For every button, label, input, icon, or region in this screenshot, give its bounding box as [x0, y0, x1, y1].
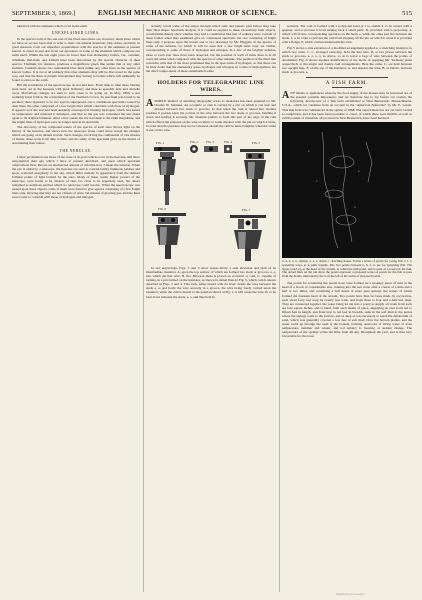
article-separator: [306, 77, 388, 78]
figure-6-double-cam: [152, 213, 186, 259]
article-paragraph: But the revelations of the spectroscope do not end here. From time to time more blazing stars burst out in the heavens with great brilliancy and then as speedily fade and dwindle away. Marvellous changes are seen to such cases to be going on. In May, 1866, a star suddenly burst forth in the constellation of the Northern Crown. Its spectrum was found to be peculiar; there appeared to be two spectra superposed, one a continuous spectrum crossed by dark lines, the other composed of a few bright lines which coincided with those of hydrogen. It appears as if the star had been suddenly enveloped in burning hydrogen, which had raised its temperature and rendered it luminous, and that as the gas was consumed the star faded again to its original faintness. After a few weeks the star had sunk to the ninth magnitude, and the bright lines of hydrogen were no longer seen in its spectrum.: [12, 83, 140, 124]
figure-label: FIG. 1: [156, 140, 164, 145]
article-separator: [170, 76, 252, 77]
fish-farm-plan-drawing: [282, 122, 412, 258]
column-1: [12, 24, 140, 592]
digitisation-credit: Digitised by Google: [336, 592, 365, 596]
svg-text:x: x: [308, 148, 310, 153]
column-divider: [279, 24, 280, 592]
figure-label: FIG. 2: [190, 139, 198, 144]
article-paragraph: identical with the elements which occur in the earth.: [17, 24, 88, 28]
section-heading: UNEXPLAINED LINES.: [51, 31, 101, 36]
figure-label: FIG. 6: [158, 206, 166, 211]
article-paragraph: securely. The cam is formed with a polygonal head at c to enable it to be turned with a spanner, and to prevent it from turning back a small plate, D, provided with a projection, d, which will fit into corresponding apertures on the head, e, while the other part fits between the studs, a, a. In order to prevent the cam from slipping off the pin on which it turns it is provided with a flange, F, which catches underneath the wire.: [282, 24, 412, 45]
svg-text:x: x: [358, 168, 360, 173]
article-paragraph: actually watch some of the stages through which suns and planets pass before they take their final shape. Spectrum analysis, if it could be applied to these excessively faint objects, would imme-diately show whether they had a constitution like that of ordinary stars. Certain of these bodies when thus examined give no continuous spectrum, but one consisting of bright lines only. I propose upon the screen one or two drawings by Mr. Huggins of the spectra of some of the nebulae, by which it will be seen that a few bright lines only are visible, corresponding to some of those of hydrogen and nitrogen. In a few of the brighter nebulae, three or even four lines have been observed, but the position of each of these lines is in all cases the same when compared with the spectra of other nebulae. The position of the third line coincides with that of the most prominent line in the spec-trum of hydrogen, so that there can be little doubt that the elementary gases, hydrogen and nitrogen, in a state of high ignition, are the chief compo-nents of these remarkable bodies.: [146, 24, 276, 73]
article-separator: [190, 95, 232, 96]
column-divider: [143, 24, 144, 592]
svg-text:x: x: [316, 178, 318, 183]
header-date: SEPTEMBER 3, 1869.]: [12, 10, 76, 17]
figure-label: FIG. 3: [206, 139, 214, 144]
article-paragraph: The discovery of the compound nature of the spectra of such stars throws light on the history of the heavens, and shows how the telescope alone could never reveal the changes which are going on in distant worlds. Such changes, involving the combustion of vast masses of matter, must occur from time to time, and the study of the spectrum gives us the means of ascertaining their nature.: [12, 125, 140, 146]
fish-farm-plan-plate: [282, 122, 412, 258]
column-3: [282, 24, 412, 592]
figure-label: FIG. 4: [224, 139, 232, 144]
drop-cap: A: [146, 97, 154, 109]
page-header: [12, 8, 412, 20]
article-text: NY means or appliances whereby the food supply of the masses may be increased are of the greatest possible importance, and we therefore beg to lay before our readers the following descrip-tion of a fish farm established at West Barnstable, Massachusetts, U.S.A., which we condense from an account in the "American Naturalist" by Mr. E. Lenter. This fish farm was commenced in the spring of 1868. The experi-ment has not yet been carried to completion, and it has been found possible to count, of which there were 60,000, as well as 2,000 pounds of whitefish, all procured in New Brunswick, have been hatched.: [282, 91, 412, 120]
article-paragraph: In our engravings, Figs. 1 and 3 show respec-tively a side elevation and plan of an intermediate insulator. A, upon the top surface of which are formed two studs or grooves, a, a, into which the line wire, B, fits. Between these is placed an eccentric or cam, C, capable of turning on a pin formed on the insulator, as shown in dotted lines in Fig. 3, which cam is shewn detached in Figs. 2 and 4. This cam, when turned with its lever, bends the wire between the studs a, a, and holds the wire securely in a groove, the wire being freely carried upon the insulator; when the cam is turned to the position shown at Fig. 1, it will cause the wire, B, to be bent down between the studs, a, a, and thus held in: [146, 266, 276, 299]
figure-1-insulator: [154, 147, 180, 205]
header-rule: [12, 20, 412, 21]
figure-caption: x, x, x, x, x, springs. a, a, a, drains. c, hatching house. Forms a series of ponds for young fish. f, f, f, spawning ways. k, k, pink troughs. The two ponds between n, h, n, h, are for spawning fish. The larger pond, Q, at the head of the stream, is called the mill pond, and is used as a reservoir for fish. The dotted lines on the run show the ponds represent a proposed series of ponds for the fish to pass from the drains, indicated by the x on the left of the series of proposed ponds.: [282, 258, 412, 279]
section-heading: THE NEBULAE.: [59, 148, 93, 153]
svg-text:x: x: [354, 204, 356, 209]
article-text: SIMPLE method of attaching telegraphic wires to insulators has been patented by Mr. Charles W. Siemens. An eccentric or cam is carried by a pin on which it can turn and situated between two studs or grooves, so that when the cam is turned into another position it presses upon the portion of the wire between the two studs or grooves, bending it down and holding it securely. Mr. Siemens prefers to form this part of the edge of the cam which effects the pressure on the wire eccentric to some distance with the pin on which it turns, in order that the pressure may not be released, should the cam be turned slightly when the strain is put on the wire.: [146, 99, 276, 132]
article-paragraph: [146, 99, 276, 132]
newspaper-page: [12, 8, 412, 592]
article-paragraph: I must yet mention one more of the class of ob-jects which occur in the heavens, still more enig-matical than any which I have at present described, and upon which spectrum observations have thrown an unexpected amount of informa-tion. I mean the nebulae. When the eye is aided by a telescope, the heavens are seen to contain faintly luminous patches and spots, scattered irregularly in the sky, which differ entirely in appearance from the defined brilliant points of light formed by the stars. Many of these, under higher powers of the telescope, were found to be clusters of stars too close to be separately seen, but others remained as nebulous patches which no telescope could resolve. When the spectroscope was turned upon these objects, some of them were found to give spectra consisting of a few bright lines only, showing that they are not clusters of stars, but masses of glowing gas, and the lines were found to coincide with those of hydrogen and nitrogen.: [12, 154, 140, 200]
page-number: 515: [402, 10, 412, 17]
article-headline: A FISH FARM.: [325, 80, 369, 87]
article-headline: HOLDERS FOR TELEGRAPHIC LINE WIRES.: [157, 79, 265, 93]
figure-label: FIG. 5: [252, 140, 260, 145]
article-paragraph: Fig. 5 shows a side elevation of a modified arrangement applied to a stretching insulator, in which two cams, C, C, arranged vertically, hold the line wire, B, at two places between the studs or grooves, a, a, a, a, as above, so as to leave a loop of wire between the points of attachment. Fig. 6 shows another modification of the mode of applying Mr. Siemens' plans respectively to the single and double cam arrangements. Here the cams, C, are held between two upright lugs, F, on the top of the insulator. A, and depress the wire, B, as before, between studs or grooves, a.: [282, 45, 412, 75]
insulator-engraving: [146, 135, 276, 263]
figure-5-stretching-insulator: [240, 149, 270, 199]
figure-4-cam-detail: [224, 145, 232, 153]
figure-2-cam: [190, 145, 198, 153]
article-paragraph: In the spectra both of the sun and of the fixed stars there are, however, many lines which we have as yet not been able to refer to their con-stituent materials. This arises, probably, in great measure, from our imperfect acquaintance with the spectra of the elements at present known. It arises in part also from our ignorance of some of the elements which compose our earth itself. Within the last eight years no fewer than four elementary bodies, viz., caesium, rubidium, thal-lium, and iridium have been discovered by the special character of their spectra. Thallium, for instance, produces a magnificent green line unlike that of any other element. Caesium shows two remarkable blue lines unlike any other lines in the spectra of known bodies. It is not at all unlikely that other elements may still be discovered in the same way, and that the lines at present unexplained may belong to bodies which will ultimately be found to exist on the earth.: [12, 37, 140, 82]
article-paragraph: The ponds for containing the parent trout were formed on a swampy piece of land at the head of a brook of considerable size, running into the salt water after a course of a mile and a half or two miles, and containing a ball dozen or more pure springs, the waters of which formed the fountain head of the stream. Two ponds have thus far been made by excavation, each about forty feet long by twenty feet wide, and from three to four and a half feet deep. They are connected together, the water being let out into a pond; to supply oil water from each are laid square inches, and is taken from each inside of place, supplying an area from ten to fifteen feet in length, and from four to ten feet in breadth, sunk in the soft mud at the points where the springs come to the surface, and as deep as was necessary to reach the substratum of sand, which was generally covered a few feet of soft mud. Over the bottom planks, and the water wells up through the sand at the bottom, forming reservoirs of living water of even temperature, summer and winter, and not subject to freezing or sudden change. The temperature of the springs varies but little from 48 deg. throughout the year, and is thus very favourable for the trout.: [282, 281, 412, 339]
figure-7-lug-insulator: [230, 215, 266, 261]
figure-label: FIG. 7: [242, 207, 250, 212]
header-title: ENGLISH MECHANIC AND MIRROR OF SCIENCE.: [98, 9, 278, 17]
figure-3-plan: [204, 146, 218, 152]
article-paragraph: [282, 91, 412, 120]
drop-cap: A: [282, 89, 290, 101]
article-separator: [332, 87, 362, 88]
column-2: [146, 24, 276, 592]
